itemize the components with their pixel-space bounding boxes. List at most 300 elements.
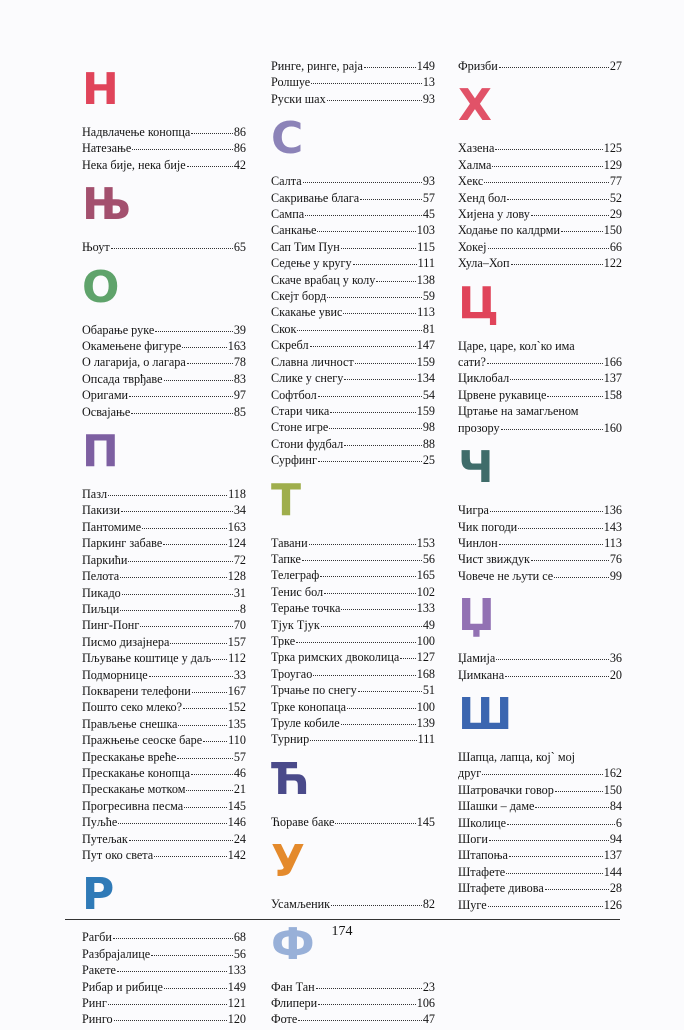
index-entry (82, 699, 246, 715)
leader-dots (155, 330, 233, 332)
entry-name: Трке конопаца (271, 699, 347, 714)
index-entry (82, 814, 246, 830)
index-section (458, 442, 622, 584)
index-entry (82, 239, 246, 255)
section-letter: Т (271, 474, 302, 526)
leader-dots (545, 888, 609, 890)
entry-name: Шашки – даме (458, 799, 535, 814)
leader-dots (358, 690, 422, 692)
index-entry (458, 222, 622, 238)
entry-name: Рагби (82, 930, 112, 945)
leader-dots (297, 329, 421, 331)
leader-dots (320, 575, 415, 577)
leader-dots (121, 510, 233, 512)
leader-dots (490, 510, 603, 512)
leader-dots (318, 460, 422, 462)
index-entry (82, 995, 246, 1011)
leader-dots (111, 247, 233, 249)
entry-name: Скакање увис (271, 305, 343, 320)
entry-name: Пантомиме (82, 519, 142, 534)
entry-name: Труле кобиле (271, 716, 340, 730)
entry-name: Штапоња (458, 848, 508, 863)
leader-dots (178, 724, 226, 726)
index-entry (271, 995, 435, 1011)
leader-dots (327, 296, 421, 298)
section-letter: Џ (458, 590, 495, 642)
entry-name: Чинлон (458, 535, 498, 550)
index-entry (271, 567, 435, 583)
leader-dots (329, 427, 422, 429)
index-entry (458, 667, 622, 683)
index-section (82, 179, 246, 255)
entry-name: Салта (271, 174, 302, 189)
index-column-3 (458, 58, 622, 915)
entry-name: Пакизи (82, 503, 120, 518)
section-letter: П (82, 426, 119, 478)
entry-name: Чист звиждук (458, 552, 530, 567)
entry-page-number: 21 (233, 782, 246, 797)
index-entry (271, 535, 435, 551)
index-entry (82, 781, 246, 797)
index-entry (271, 321, 435, 337)
entry-page-number: 81 (422, 321, 435, 336)
leader-dots (321, 625, 422, 627)
index-entry (271, 551, 435, 567)
index-entry (458, 535, 622, 551)
entry-name: Пут око света (82, 848, 154, 862)
entry-name: Пошто секо млеко? (82, 700, 183, 715)
index-entry (82, 716, 246, 732)
entry-name: Тавани (271, 535, 308, 550)
entry-name: Штафете дивова (458, 881, 544, 896)
entry-name: Тјук Тјук (271, 617, 320, 632)
entry-name: Надвлачење конопца (82, 125, 191, 139)
index-entry (82, 157, 246, 173)
entry-page-number: 57 (422, 190, 435, 205)
index-entry (82, 732, 246, 748)
index-column-1 (82, 58, 246, 1030)
index-section (271, 113, 435, 468)
leader-dots (151, 954, 233, 956)
leader-dots (183, 707, 227, 709)
entry-page-number: 68 (233, 930, 246, 945)
leader-dots (353, 263, 417, 265)
entry-page-number: 23 (422, 979, 435, 994)
index-entry (82, 354, 246, 370)
entry-page-number: 137 (603, 848, 622, 863)
leader-dots (149, 675, 233, 677)
entry-name: Флипери (271, 996, 318, 1011)
entry-name: Чигра (458, 503, 489, 518)
entry-page-number: 42 (233, 157, 246, 172)
entry-name: Подморнице (82, 667, 148, 682)
leader-dots (343, 312, 416, 314)
entry-page-number: 6 (615, 815, 622, 830)
entry-page-number: 135 (227, 716, 246, 731)
entry-name: Фан Тан (271, 979, 315, 994)
leader-dots (376, 280, 415, 282)
entry-page-number: 77 (609, 174, 622, 189)
leader-dots (318, 1003, 416, 1005)
entry-name: Оригами (82, 388, 129, 403)
index-entry (458, 815, 622, 831)
entry-name: Нека бије, нека бије (82, 157, 186, 172)
index-entry (82, 486, 246, 502)
entry-page-number: 133 (227, 963, 246, 978)
index-entry (458, 782, 622, 798)
entry-page-number: 118 (228, 487, 246, 502)
entry-name: Пикадо (82, 585, 121, 600)
entry-name: Сап Тим Пун (271, 239, 340, 254)
entry-page-number: 98 (422, 420, 435, 435)
entry-name: Ринге, ринге, раја (271, 59, 363, 73)
entry-name: Сампа (271, 207, 305, 222)
leader-dots (331, 904, 422, 906)
index-entry (271, 58, 435, 74)
leader-dots (488, 247, 609, 249)
index-entry (271, 337, 435, 353)
leader-dots (120, 576, 227, 578)
entry-name: Ринго (82, 1012, 113, 1027)
leader-dots (535, 806, 608, 808)
leader-dots (507, 823, 615, 825)
entry-name: Покварени телефони (82, 683, 191, 698)
entry-name: Усамљеник (271, 897, 331, 912)
leader-dots (355, 362, 416, 364)
entry-page-number: 136 (603, 503, 622, 518)
entry-page-number: 110 (228, 733, 246, 748)
entry-page-number: 100 (416, 699, 435, 714)
entry-name: Прaжњење сеоске баре (82, 733, 203, 748)
leader-dots (509, 855, 603, 857)
index-entry (82, 568, 246, 584)
entry-name: Турнир (271, 732, 310, 747)
index-entry (271, 272, 435, 288)
section-letter: У (271, 836, 305, 888)
leader-dots (129, 839, 233, 841)
entry-name: Пиљци (82, 601, 120, 616)
index-entry (271, 91, 435, 107)
index-entry (271, 239, 435, 255)
entry-name: Окамењене фигуре (82, 339, 182, 354)
leader-dots (335, 822, 415, 824)
entry-page-number: 8 (239, 601, 246, 616)
index-entry (458, 157, 622, 173)
leader-dots (309, 543, 416, 545)
entry-page-number: 160 (603, 420, 622, 435)
entry-page-number: 33 (233, 667, 246, 682)
entry-name: Чик погоди (458, 519, 518, 534)
index-entry (271, 633, 435, 649)
leader-dots (487, 362, 603, 364)
entry-name: Стоне игре (271, 420, 329, 435)
leader-dots (154, 855, 227, 857)
index-entry (271, 649, 435, 665)
entry-page-number: 159 (416, 354, 435, 369)
leader-dots (191, 132, 233, 134)
leader-dots (170, 642, 226, 644)
leader-dots (330, 411, 415, 413)
entry-page-number: 20 (609, 667, 622, 682)
leader-dots (187, 362, 233, 364)
footer-rule (65, 919, 620, 920)
index-entry (458, 568, 622, 584)
leader-dots (400, 657, 415, 659)
entry-name: Шуге (458, 897, 487, 912)
entry-page-number: 124 (227, 536, 246, 551)
index-entry (82, 650, 246, 666)
entry-page-number: 111 (417, 256, 435, 271)
leader-dots (311, 82, 422, 84)
index-entry (82, 552, 246, 568)
entry-page-number: 150 (603, 782, 622, 797)
index-entry (82, 1011, 246, 1027)
entry-name: Хокеј (458, 239, 487, 254)
leader-dots (317, 230, 415, 232)
entry-page-number: 25 (422, 453, 435, 468)
leader-dots (142, 527, 227, 529)
entry-page-number: 31 (233, 585, 246, 600)
entry-page-number: 70 (233, 618, 246, 633)
section-letter: Ц (458, 277, 499, 329)
entry-name: Рибар и рибице (82, 979, 163, 994)
entry-name: Хекс (458, 174, 484, 189)
section-letter: Њ (82, 179, 132, 231)
leader-dots (547, 395, 602, 397)
index-entry (271, 370, 435, 386)
section-letter: С (271, 113, 304, 165)
index-column-2 (271, 58, 435, 1030)
index-entry (458, 370, 622, 386)
leader-dots (555, 790, 603, 792)
leader-dots (341, 247, 416, 249)
entry-page-number: 24 (233, 831, 246, 846)
entry-name-continuation: прозору (458, 420, 500, 435)
entry-name: Руски шах (271, 91, 326, 106)
entry-name: Софтбол (271, 387, 317, 402)
leader-dots (510, 378, 602, 380)
index-entry (271, 452, 435, 468)
entry-page-number: 102 (416, 584, 435, 599)
entry-name: Паркићи (82, 552, 128, 567)
index-entry (271, 173, 435, 189)
index-entry (458, 880, 622, 896)
index-entry (82, 617, 246, 633)
index-entry (271, 222, 435, 238)
index-entry (82, 585, 246, 601)
index-entry (82, 667, 246, 683)
index-entry (271, 814, 435, 830)
entry-page-number: 121 (227, 996, 246, 1011)
leader-dots (496, 658, 609, 660)
entry-name: Школице (458, 815, 507, 830)
index-entry (271, 682, 435, 698)
entry-name: Пуљће (82, 815, 118, 830)
index-entry (458, 551, 622, 567)
entry-name: Скаче врабац у колу (271, 272, 376, 287)
entry-name-continuation: друг (458, 766, 482, 781)
index-entry (271, 1011, 435, 1027)
index-entry (271, 206, 435, 222)
leader-dots (187, 165, 233, 167)
entry-name: Разбрајалице (82, 946, 151, 961)
leader-dots (499, 66, 609, 68)
entry-name: Путељак (82, 831, 128, 846)
leader-dots (554, 576, 609, 578)
entry-name: Прескакање врeће (82, 749, 177, 764)
leader-dots (298, 1019, 422, 1021)
leader-dots (495, 148, 602, 150)
leader-dots (191, 773, 233, 775)
leader-dots (164, 987, 227, 989)
entry-page-number: 54 (422, 387, 435, 402)
index-entry (271, 979, 435, 995)
index-entry (458, 519, 622, 535)
index-entry (82, 798, 246, 814)
index-entry (271, 403, 435, 419)
index-section (458, 80, 622, 271)
section-letter: Р (82, 869, 115, 921)
index-entry (458, 403, 622, 436)
leader-dots (318, 395, 422, 397)
index-entry (82, 946, 246, 962)
entry-name: Њоут (82, 240, 110, 255)
entry-name: Шатровачки говор (458, 782, 554, 797)
entry-page-number: 29 (609, 207, 622, 222)
entry-name: Хијена у лову (458, 207, 530, 222)
leader-dots (489, 839, 609, 841)
index-section (458, 590, 622, 683)
entry-name: Скребл (271, 338, 309, 353)
index-section (271, 753, 435, 830)
index-entry (271, 584, 435, 600)
leader-dots (128, 560, 232, 562)
leader-dots (164, 379, 233, 381)
leader-dots (203, 740, 227, 742)
leader-dots (341, 608, 415, 610)
entry-name: Ринг (82, 996, 107, 1011)
entry-name: Скок (271, 321, 297, 336)
index-section (82, 261, 246, 420)
entry-name: Санкање (271, 223, 317, 238)
index-entry (271, 190, 435, 206)
index-entry (82, 683, 246, 699)
index-entry (458, 897, 622, 913)
entry-page-number: 27 (609, 59, 622, 73)
entry-page-number: 39 (233, 322, 246, 337)
entry-name: Трке (271, 633, 296, 648)
entry-page-number: 83 (233, 371, 246, 386)
entry-page-number: 129 (603, 157, 622, 172)
entry-name: Џамија (458, 651, 496, 666)
index-entry (458, 387, 622, 403)
leader-dots (302, 559, 422, 561)
entry-page-number: 144 (603, 864, 622, 879)
entry-page-number: 56 (422, 551, 435, 566)
entry-name: Стони фудбал (271, 436, 344, 451)
entry-page-number: 127 (416, 650, 435, 665)
entry-name: Пљување коштице у даљ (82, 651, 212, 666)
leader-dots (310, 739, 416, 741)
entry-name: Шапца, лапца, кој` мој (458, 749, 576, 764)
entry-name: Пазл (82, 487, 108, 502)
entry-page-number: 149 (227, 979, 246, 994)
entry-page-number: 167 (227, 683, 246, 698)
index-entry (458, 798, 622, 814)
entry-name: Ћораве баке (271, 814, 335, 829)
entry-name: Обарање руке (82, 322, 155, 337)
index-section (82, 869, 246, 1027)
leader-dots (364, 66, 416, 68)
index-entry (82, 519, 246, 535)
index-entry (82, 502, 246, 518)
index-entry (458, 650, 622, 666)
entry-page-number: 93 (422, 174, 435, 189)
entry-page-number: 88 (422, 436, 435, 451)
leader-dots (296, 641, 416, 643)
entry-name: Тапке (271, 551, 301, 566)
index-section (458, 688, 622, 913)
leader-dots (192, 691, 227, 693)
leader-dots (132, 148, 233, 150)
leader-dots (347, 707, 416, 709)
entry-page-number: 134 (416, 371, 435, 386)
entry-page-number: 163 (227, 339, 246, 354)
entry-page-number: 76 (609, 552, 622, 567)
entry-name: Трка римских двоколица (271, 650, 400, 665)
entry-page-number: 111 (417, 732, 435, 747)
leader-dots (501, 428, 603, 430)
index-entry (82, 831, 246, 847)
leader-dots (506, 872, 602, 874)
entry-page-number: 72 (233, 552, 246, 567)
leader-dots (531, 214, 609, 216)
entry-page-number: 122 (603, 256, 622, 271)
entry-name: Ходање по калдрми (458, 223, 560, 238)
index-entry (271, 436, 435, 452)
index-section (271, 474, 435, 748)
index-entry (271, 617, 435, 633)
leader-dots (303, 181, 422, 183)
entry-page-number: 59 (422, 289, 435, 304)
index-entry (458, 749, 622, 782)
entry-name: Пинг-Понг (82, 618, 140, 633)
section-letter: Ф (271, 918, 315, 970)
leader-dots (561, 230, 603, 232)
index-entry (82, 124, 246, 140)
index-entry (271, 74, 435, 90)
entry-page-number: 85 (233, 404, 246, 419)
entry-page-number: 106 (416, 996, 435, 1011)
entry-name: Прескакање конопца (82, 765, 191, 780)
entry-name-continuation: сати? (458, 355, 486, 370)
index-entry (458, 864, 622, 880)
index-entry (82, 979, 246, 995)
leader-dots (505, 675, 609, 677)
entry-page-number: 28 (609, 881, 622, 896)
entry-name: Трчање по снегу (271, 683, 357, 698)
entry-page-number: 113 (604, 535, 622, 550)
entry-page-number: 93 (422, 91, 435, 106)
entry-page-number: 84 (609, 799, 622, 814)
entry-name: Прављење снешка (82, 716, 178, 731)
entry-name: Халма (458, 157, 492, 172)
entry-page-number: 82 (422, 897, 435, 912)
entry-page-number: 94 (609, 831, 622, 846)
entry-page-number: 86 (233, 141, 246, 156)
entry-page-number: 152 (227, 700, 246, 715)
index-entry (458, 58, 622, 74)
